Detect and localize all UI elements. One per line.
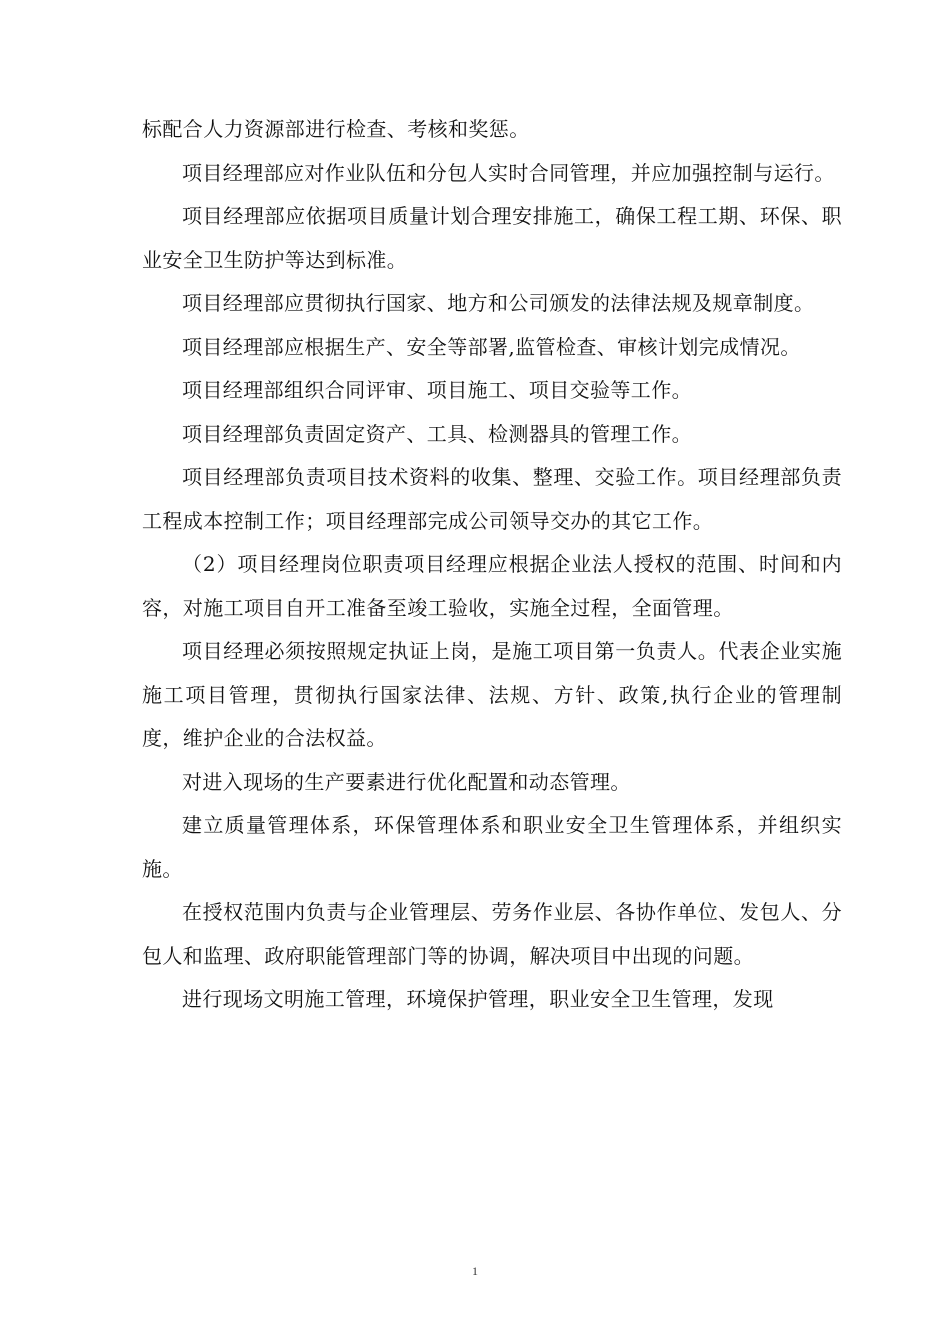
document-body — [142, 108, 842, 1022]
paragraph: （2）项目经理岗位职责项目经理应根据企业法人授权的范围、时间和内容，对施工项目自开工准备至竣工验收，实施全过程，全面管理。 — [142, 552, 842, 620]
paragraph: 项目经理必须按照规定执证上岗，是施工项目第一负责人。代表企业实施施工项目管理，贯彻执行国家法律、法规、方针、政策,执行企业的管理制度，维护企业的合法权益。 — [142, 639, 842, 750]
paragraph: 对进入现场的生产要素进行优化配置和动态管理。 — [182, 769, 631, 794]
paragraph: 项目经理部应依据项目质量计划合理安排施工，确保工程工期、环保、职业安全卫生防护等达到标准。 — [142, 204, 842, 272]
paragraph: 项目经理部组织合同评审、项目施工、项目交验等工作。 — [182, 378, 692, 402]
paragraph: 在授权范围内负责与企业管理层、劳务作业层、各协作单位、发包人、分包人和监理、政府职能管理部门等的协调，解决项目中出现的问题。 — [142, 900, 842, 968]
paragraph: 项目经理部应贯彻执行国家、地方和公司颁发的法律法规及规章制度。 — [182, 291, 815, 315]
page-number: 1 — [472, 1264, 478, 1278]
paragraph: 项目经理部负责固定资产、工具、检测器具的管理工作。 — [182, 421, 692, 446]
paragraph: 进行现场文明施工管理，环境保护管理，职业安全卫生管理，发现 — [182, 987, 774, 1011]
paragraph: 标配合人力资源部进行检查、考核和奖惩。 — [142, 117, 530, 141]
paragraph: 项目经理部负责项目技术资料的收集、整理、交验工作。项目经理部负责工程成本控制工作；项目经理部完成公司领导交办的其它工作。 — [142, 465, 842, 533]
paragraph: 建立质量管理体系，环保管理体系和职业安全卫生管理体系，并组织实施。 — [142, 813, 842, 881]
paragraph: 项目经理部应对作业队伍和分包人实时合同管理，并应加强控制与运行。 — [182, 160, 835, 185]
paragraph: 项目经理部应根据生产、安全等部署,监管检查、审核计划完成情况。 — [182, 334, 801, 359]
